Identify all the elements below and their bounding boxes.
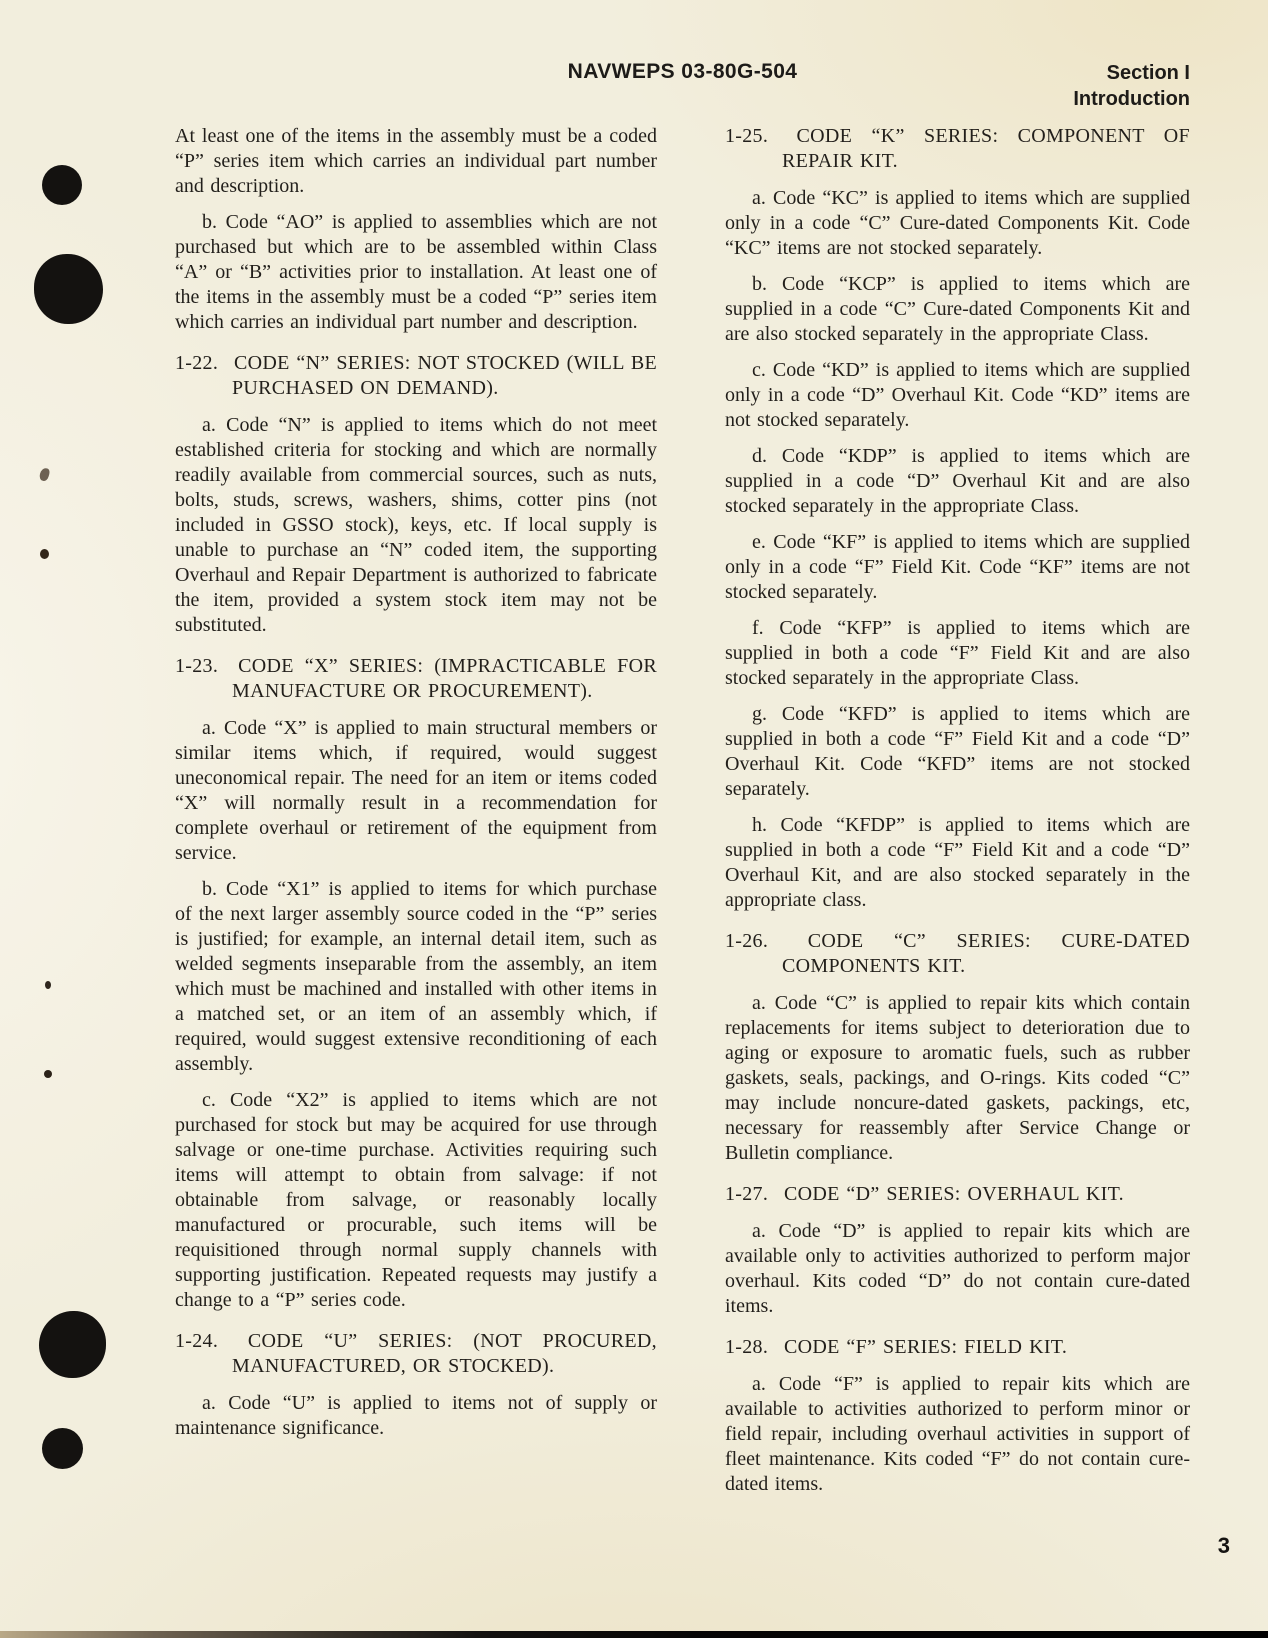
heading-number: 1-26. bbox=[725, 930, 769, 952]
section-subtitle: Introduction bbox=[1073, 88, 1190, 110]
section-label bbox=[1073, 60, 1190, 112]
paragraph: b. Code “X1” is applied to items for which purchase of the next larger assembly source coded in the “P” series is justified; for example, an internal detail item, such as welded segments inseparable from the assembly, an item which must be machined and installed with other items in a matched set, or an item of an assembly which, if required, would suggest extensive reconditioning of each assembly. bbox=[175, 878, 657, 1075]
heading-text: CODE “N” SERIES: NOT STOCKED (WILL BE PURCHASED ON DEMAND). bbox=[232, 352, 658, 399]
paragraph: a. Code “N” is applied to items which do not meet established criteria for stocking and which are normally readily available from commercial sources, such as nuts, bolts, studs, screws, washers, shims, cotter pins (not included in GSSO stock), keys, etc. If local supply is unable to purchase an “N” coded item, the supporting Overhaul and Repair Department is authorized to fabricate the item, provided a system stock item may not be substituted. bbox=[175, 414, 657, 636]
punch-hole-mark bbox=[39, 1311, 106, 1378]
heading-1-24 bbox=[175, 1329, 657, 1379]
paragraph: a. Code “F” is applied to repair kits which are available to activities authorized to perform minor or field repair, including overhaul activities in support of fleet maintenance. Kits coded “F” do not contain cure-dated items. bbox=[725, 1373, 1190, 1495]
scan-speck bbox=[40, 549, 49, 559]
punch-hole-mark bbox=[42, 1428, 83, 1469]
scan-speck bbox=[45, 981, 51, 989]
section-title: Section I bbox=[1106, 62, 1190, 84]
heading-text: CODE “X” SERIES: (IMPRACTICABLE FOR MANUFACTURE OR PROCUREMENT). bbox=[232, 655, 657, 702]
left-column bbox=[175, 124, 657, 1508]
heading-1-26 bbox=[725, 929, 1190, 979]
paragraph: d. Code “KDP” is applied to items which are supplied in a code “D” Overhaul Kit and are also stocked separately in the appropriate Class. bbox=[725, 445, 1190, 517]
heading-1-22 bbox=[175, 351, 657, 401]
paragraph: e. Code “KF” is applied to items which are supplied only in a code “F” Field Kit. Code “KF” items are not stocked separately. bbox=[725, 531, 1190, 603]
paragraph: a. Code “C” is applied to repair kits which contain replacements for items subject to deterioration due to aging or exposure to aromatic fuels, such as rubber gaskets, seals, packings, and O-rings. Kits coded “C” may include noncure-dated gaskets, packings, etc, necessary for reassembly after Service Change or Bulletin compliance. bbox=[725, 992, 1190, 1164]
heading-text: CODE “F” SERIES: FIELD KIT. bbox=[783, 1336, 1068, 1358]
paragraph: f. Code “KFP” is applied to items which are supplied in both a code “F” Field Kit and are also stocked separately in the appropriate Class. bbox=[725, 617, 1190, 689]
paragraph: h. Code “KFDP” is applied to items which are supplied in both a code “F” Field Kit and a code “D” Overhaul Kit, and are also stocked separately in the appropriate class. bbox=[725, 814, 1190, 911]
heading-1-28 bbox=[725, 1335, 1190, 1360]
heading-number: 1-22. bbox=[175, 352, 219, 374]
paragraph: a. Code “X” is applied to main structural members or similar items which, if required, would suggest uneconomical repair. The need for an item or items coded “X” will normally result in a recommendation for complete overhaul or retirement of the equipment from service. bbox=[175, 717, 657, 864]
heading-text: CODE “D” SERIES: OVERHAUL KIT. bbox=[783, 1183, 1124, 1205]
scan-speck bbox=[38, 467, 50, 482]
heading-1-27 bbox=[725, 1182, 1190, 1207]
right-column bbox=[725, 124, 1190, 1508]
paragraph: a. Code “U” is applied to items not of supply or maintenance significance. bbox=[175, 1392, 657, 1439]
heading-number: 1-24. bbox=[175, 1330, 219, 1352]
heading-number: 1-25. bbox=[725, 125, 769, 147]
paragraph: g. Code “KFD” is applied to items which are supplied in both a code “F” Field Kit and a code “D” Overhaul Kit. Code “KFD” items are not stocked separately. bbox=[725, 703, 1190, 800]
scan-bottom-edge bbox=[0, 1631, 1268, 1638]
paragraph: c. Code “X2” is applied to items which are not purchased for stock but may be acquired for use through salvage or one-time purchase. Activities requiring such items will attempt to obtain from salvage: if not obtainable from salvage, or reasonably locally manufactured or procurable, such items will be requisitioned through normal supply channels with supporting justification. Repeated requests may justify a change to a “P” series code. bbox=[175, 1089, 657, 1311]
paragraph: At least one of the items in the assembly must be a coded “P” series item which carries an individual part number and description. bbox=[175, 125, 657, 197]
paragraph: b. Code “AO” is applied to assemblies which are not purchased but which are to be assembled within Class “A” or “B” activities prior to installation. At least one of the items in the assembly must be a coded “P” series item which carries an individual part number and description. bbox=[175, 211, 657, 333]
document-number: NAVWEPS 03-80G-504 bbox=[567, 60, 798, 83]
paragraph: b. Code “KCP” is applied to items which are supplied in a code “C” Cure-dated Components Kit and are also stocked separately in the appropriate Class. bbox=[725, 273, 1190, 345]
paragraph: a. Code “D” is applied to repair kits which are available only to activities authorized to perform major overhaul. Kits coded “D” do not contain cure-dated items. bbox=[725, 1220, 1190, 1317]
heading-number: 1-23. bbox=[175, 655, 219, 677]
heading-text: CODE “C” SERIES: CURE-DATED COMPONENTS KIT. bbox=[782, 930, 1190, 977]
paragraph: c. Code “KD” is applied to items which are supplied only in a code “D” Overhaul Kit. Code “KD” items are not stocked separately. bbox=[725, 359, 1190, 431]
page-header bbox=[175, 60, 1190, 110]
heading-text: CODE “K” SERIES: COMPONENT OF REPAIR KIT. bbox=[782, 125, 1190, 172]
heading-number: 1-27. bbox=[725, 1183, 769, 1205]
page-number: 3 bbox=[1217, 1533, 1230, 1558]
page-body bbox=[175, 124, 1190, 1508]
heading-number: 1-28. bbox=[725, 1336, 769, 1358]
heading-1-23 bbox=[175, 654, 657, 704]
heading-text: CODE “U” SERIES: (NOT PROCURED, MANUFACTURED, OR STOCKED). bbox=[232, 1330, 657, 1377]
paragraph: a. Code “KC” is applied to items which are supplied only in a code “C” Cure-dated Components Kit. Code “KC” items are not stocked separately. bbox=[725, 187, 1190, 259]
punch-hole-mark bbox=[42, 165, 82, 205]
scan-speck bbox=[44, 1070, 52, 1078]
punch-hole-mark bbox=[34, 254, 103, 324]
heading-1-25 bbox=[725, 124, 1190, 174]
